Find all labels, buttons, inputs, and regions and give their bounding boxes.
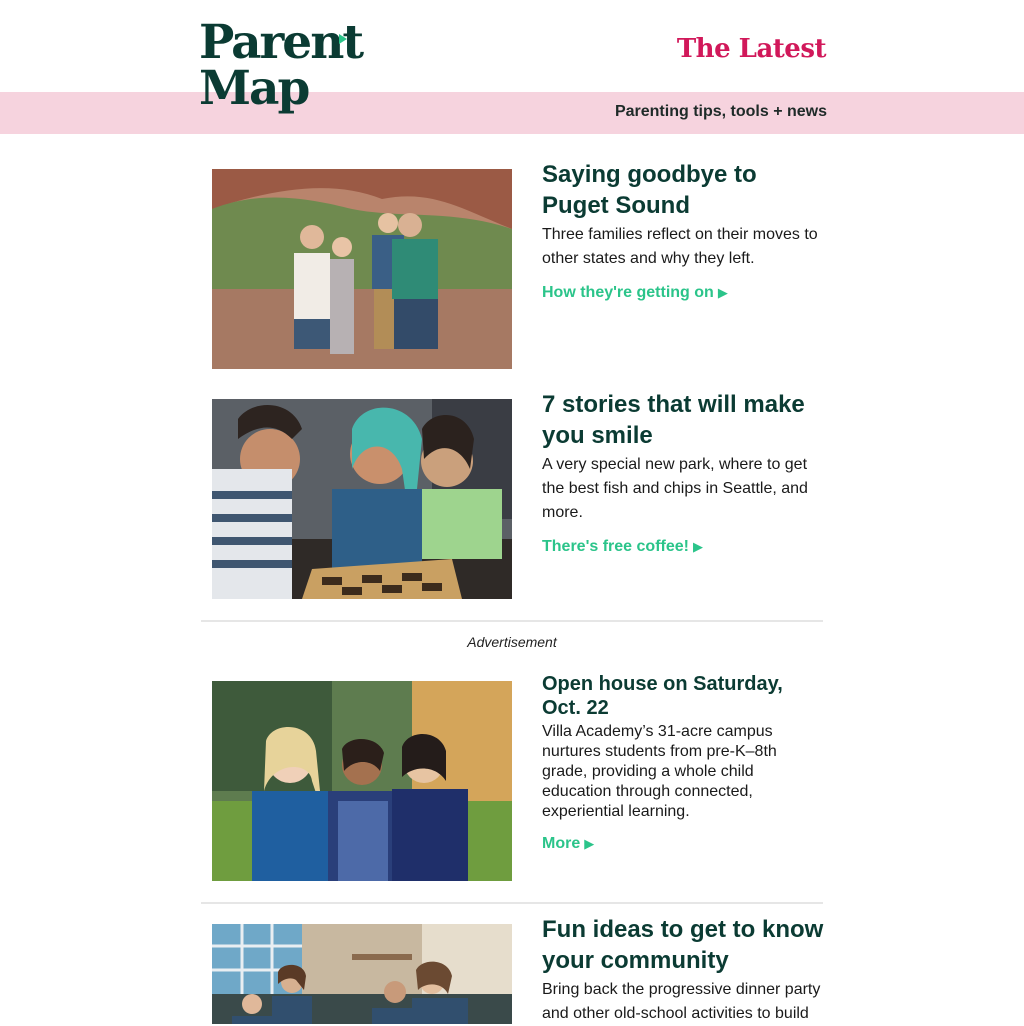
article-title[interactable]: Saying goodbye to Puget Sound	[542, 161, 757, 219]
article-link-label: How they're getting on	[542, 284, 714, 301]
three-students-photo	[212, 681, 512, 881]
logo-word-map: Map	[199, 61, 309, 116]
article-description: Three families reflect on their moves to other states and why they left.	[542, 226, 818, 267]
advertisement-title[interactable]: Open house on Saturday, Oct. 22	[542, 673, 783, 719]
play-arrow-icon: ▶	[584, 836, 595, 851]
article-link[interactable]	[542, 281, 728, 305]
play-arrow-icon: ▶	[717, 285, 728, 300]
tagline: Parenting tips, tools + news	[614, 103, 827, 120]
article-link[interactable]	[542, 535, 703, 559]
tagline-band	[0, 92, 1024, 134]
article-text	[542, 914, 824, 1026]
article-image-community[interactable]	[212, 924, 512, 1024]
family-living-room-photo	[212, 924, 512, 1024]
section-title: The Latest	[676, 34, 826, 64]
article-image-chess[interactable]	[212, 399, 512, 599]
article-image-family[interactable]	[212, 169, 512, 369]
advertisement-label: Advertisement	[467, 634, 557, 650]
article-description: A very special new park, where to get the best fish and chips in Seattle, and more.	[542, 456, 808, 521]
advertisement-description: Villa Academy’s 31-acre campus nurtures students from pre-K–8th grade, providing a whole child education through connected, experiential learning.	[542, 723, 777, 820]
article-description: Bring back the progressive dinner party and other old-school activities to build	[542, 981, 821, 1022]
article-card	[212, 391, 824, 599]
article-title[interactable]: Fun ideas to get to know your community	[542, 916, 824, 974]
divider	[201, 902, 823, 904]
divider	[201, 620, 823, 622]
advertisement-image[interactable]	[212, 681, 512, 881]
advertisement-card	[212, 673, 824, 881]
article-card	[212, 161, 824, 369]
article-text	[542, 389, 824, 559]
article-card	[212, 916, 824, 1024]
parentmap-logo[interactable]	[199, 15, 363, 122]
advertisement-link-label: More	[542, 835, 581, 852]
article-link-label: There's free coffee!	[542, 538, 689, 555]
advertisement-link[interactable]	[542, 832, 594, 856]
family-photo	[212, 169, 512, 369]
advertisement-text	[542, 672, 824, 856]
article-text	[542, 159, 824, 305]
logo-word-parent: Parent	[199, 15, 363, 70]
logo-play-icon	[339, 34, 347, 44]
kids-playing-chess-photo	[212, 399, 512, 599]
play-arrow-icon: ▶	[692, 539, 703, 554]
article-title[interactable]: 7 stories that will make you smile	[542, 391, 805, 449]
